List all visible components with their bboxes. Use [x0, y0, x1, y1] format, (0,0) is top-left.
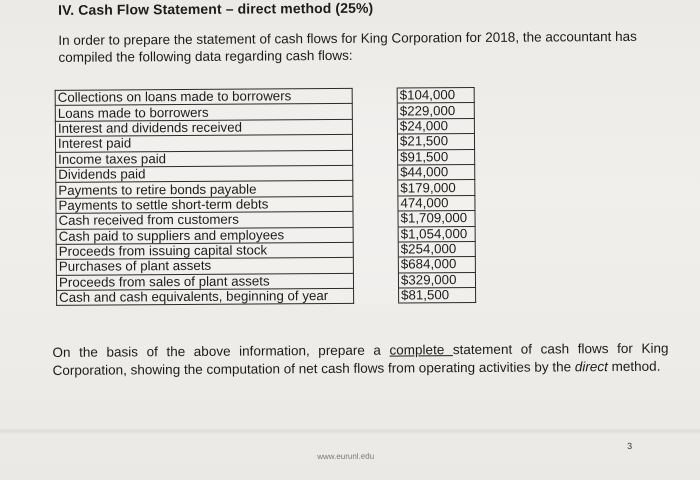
instruction-text-3: method. [607, 358, 661, 375]
row-label: Cash paid to suppliers and employees [56, 227, 353, 244]
row-amount: $329,000 [398, 272, 475, 288]
instruction-underlined: complete [389, 342, 453, 358]
row-gap [353, 150, 398, 166]
row-amount: $254,000 [398, 241, 475, 257]
table-row [57, 288, 476, 306]
row-gap [353, 257, 398, 273]
row-gap [354, 288, 399, 304]
row-amount: $21,500 [397, 134, 474, 150]
row-label: Cash received from customers [56, 211, 353, 228]
row-amount: $1,054,000 [398, 226, 475, 242]
row-label: Dividends paid [56, 165, 353, 182]
page-number: 3 [627, 440, 633, 451]
row-amount: $1,709,000 [398, 211, 475, 227]
row-label: Proceeds from sales of plant assets [56, 273, 353, 290]
section-heading: IV. Cash Flow Statement – direct method (25%) [58, 0, 374, 18]
instruction-italic: direct [574, 359, 608, 375]
intro-paragraph: In order to prepare the statement of cash flows for King Corporation for 2018, the accountant has compiled the following data regarding cash flows: [58, 28, 637, 65]
row-amount: $684,000 [398, 257, 475, 273]
row-amount: $44,000 [398, 164, 475, 180]
row-label: Loans made to borrowers [55, 104, 352, 121]
instruction-paragraph [52, 340, 668, 380]
row-label: Collections on loans made to borrowers [55, 88, 352, 105]
row-label: Payments to settle short-term debts [56, 196, 353, 213]
row-amount: $104,000 [397, 87, 474, 103]
row-gap [352, 88, 397, 104]
row-label: Interest and dividends received [55, 119, 352, 136]
row-label: Income taxes paid [56, 150, 353, 167]
page-fold-shadow [0, 428, 700, 434]
row-gap [353, 211, 398, 227]
row-amount: $81,500 [399, 288, 476, 304]
row-amount: $91,500 [398, 149, 475, 165]
row-gap [352, 119, 397, 135]
row-gap [352, 134, 397, 150]
row-gap [352, 103, 397, 119]
row-label: Purchases of plant assets [56, 258, 353, 275]
row-gap [353, 273, 398, 289]
cash-flow-data-table [55, 87, 477, 306]
row-label: Interest paid [55, 135, 352, 152]
row-amount: $229,000 [397, 103, 474, 119]
instruction-text-1: On the basis of the above information, prepare a [52, 342, 390, 360]
instruction-text-2: statement of cash flows for King Corporation, showing the computation of net cash flows from operating activities by the [52, 340, 669, 378]
row-gap [353, 180, 398, 196]
row-amount: $179,000 [398, 180, 475, 196]
row-gap [353, 242, 398, 258]
row-label: Cash and cash equivalents, beginning of year [57, 288, 354, 305]
row-amount: $24,000 [397, 118, 474, 134]
row-label: Proceeds from issuing capital stock [56, 242, 353, 259]
row-gap [353, 196, 398, 212]
row-gap [353, 227, 398, 243]
row-gap [353, 165, 398, 181]
row-amount: 474,000 [398, 195, 475, 211]
footer-url: www.eurunl.edu [317, 451, 375, 462]
row-label: Payments to retire bonds payable [56, 181, 353, 198]
